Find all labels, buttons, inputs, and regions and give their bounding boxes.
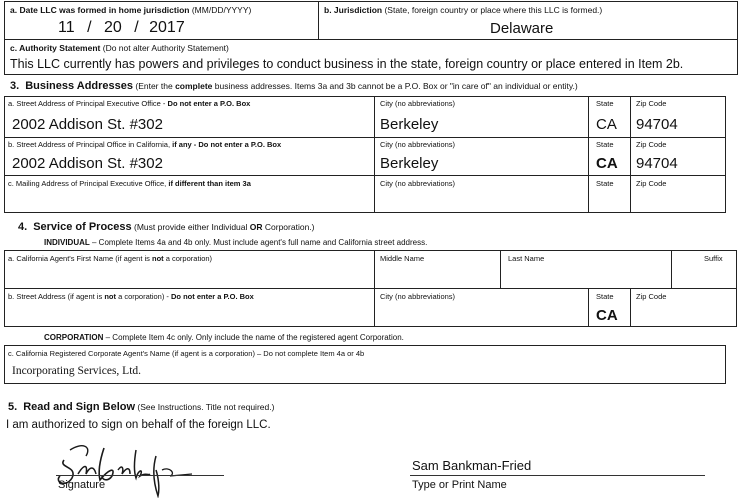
section-4-heading: 4. Service of Process (Must provide either Individual OR Corporation.) [18,221,315,233]
corporate-agent-label: c. California Registered Corporate Agent's Name (if agent is a corporation) – Do not complete Item 4a or 4b [8,349,365,358]
zip-3b-field[interactable]: 94704 [636,155,678,172]
state-3c-field[interactable] [592,190,628,210]
date-formed-field[interactable] [58,19,185,37]
agent-street-address-field[interactable] [8,304,370,324]
city-3c-field[interactable] [378,190,584,210]
state-3b-field[interactable]: CA [596,155,618,172]
state-3c-label: State [596,179,614,188]
zip-3b-label: Zip Code [636,140,667,149]
agent-first-name-label: a. California Agent's First Name (if agent is not a corporation) [8,254,213,263]
street-address-3a-field[interactable]: 2002 Addison St. #302 [12,116,163,133]
date-year: 2017 [149,19,185,36]
city-3b-field[interactable]: Berkeley [380,155,439,172]
zip-3c-field[interactable] [634,190,724,210]
agent-state-field[interactable]: CA [596,307,618,324]
col-divider [671,250,672,288]
authorization-statement: I am authorized to sign on behalf of the foreign LLC. [6,419,271,431]
section-5-heading: 5. Read and Sign Below (See Instructions. Title not required.) [8,401,275,413]
mailing-address-3c-field[interactable] [8,190,370,210]
agent-middle-name-label: Middle Name [380,254,425,263]
agent-state-label: State [596,292,614,301]
agent-city-label: City (no abbreviations) [380,292,456,301]
date-formed-label: a. Date LLC was formed in home jurisdiction (MM/DD/YYYY) [10,5,252,15]
agent-last-name-label: Last Name [508,254,545,263]
city-3a-field[interactable]: Berkeley [380,116,439,133]
corporate-agent-field[interactable]: Incorporating Services, Ltd. [12,365,142,377]
print-name-label: Type or Print Name [412,479,507,491]
date-separator: / [87,19,92,36]
agent-first-name-field[interactable] [8,266,370,286]
date-separator: / [134,19,139,36]
date-day: 20 [103,19,122,36]
col-divider [374,250,375,327]
date-month: 11 [58,19,75,36]
state-3a-field[interactable]: CA [596,116,617,133]
col-divider [630,288,631,327]
agent-zip-label: Zip Code [636,292,667,301]
signature-label: Signature [58,479,106,491]
city-3b-label: City (no abbreviations) [380,140,456,149]
signature-line [56,475,224,476]
authority-statement-text: This LLC currently has powers and privileges to conduct business in the state, foreign country or place entered in Item 2b. [10,57,684,71]
state-3a-label: State [596,99,614,108]
city-3c-label: City (no abbreviations) [380,179,456,188]
top-row-divider [4,39,738,40]
agent-suffix-label: Suffix [704,254,723,263]
row-divider [4,288,737,289]
col-divider [630,96,631,213]
agent-city-field[interactable] [378,304,584,324]
zip-3c-label: Zip Code [636,179,667,188]
top-divider [318,1,319,39]
street-address-3b-field[interactable]: 2002 Addison St. #302 [12,155,163,172]
individual-instructions: INDIVIDUAL – Complete Items 4a and 4b only. Must include agent's full name and California street address. [44,238,428,247]
street-address-3b-label: b. Street Address of Principal Office in California, if any - Do not enter a P.O. Box [8,140,282,149]
city-3a-label: City (no abbreviations) [380,99,456,108]
printed-name-field[interactable]: Sam Bankman-Fried [412,458,532,473]
agent-street-address-label: b. Street Address (if agent is not a corporation) - Do not enter a P.O. Box [8,292,254,301]
col-divider [588,288,589,327]
mailing-address-3c-label: c. Mailing Address of Principal Executive Office, if different than item 3a [8,179,251,188]
state-3b-label: State [596,140,614,149]
print-name-line [410,475,705,476]
corporation-instructions: CORPORATION – Complete Item 4c only. Only include the name of the registered agent Corporation. [44,333,404,342]
jurisdiction-field[interactable]: Delaware [490,20,554,37]
zip-3a-field[interactable]: 94704 [636,116,678,133]
agent-last-name-field[interactable] [504,266,668,286]
agent-suffix-field[interactable] [675,266,735,286]
agent-zip-field[interactable] [634,304,734,324]
jurisdiction-label: b. Jurisdiction (State, foreign country or place where this LLC is formed.) [324,5,603,15]
section-3-heading: 3. Business Addresses (Enter the complete business addresses. Items 3a and 3b cannot be a P.O. Box or "in care of" an individual or entity.) [10,80,578,92]
row-divider [4,175,726,176]
agent-middle-name-field[interactable] [378,266,498,286]
authority-statement-label: c. Authority Statement (Do not alter Authority Statement) [10,43,229,53]
row-divider [4,137,726,138]
zip-3a-label: Zip Code [636,99,667,108]
col-divider [500,250,501,288]
col-divider [588,96,589,213]
street-address-3a-label: a. Street Address of Principal Executive Office - Do not enter a P.O. Box [8,99,251,108]
col-divider [374,96,375,213]
